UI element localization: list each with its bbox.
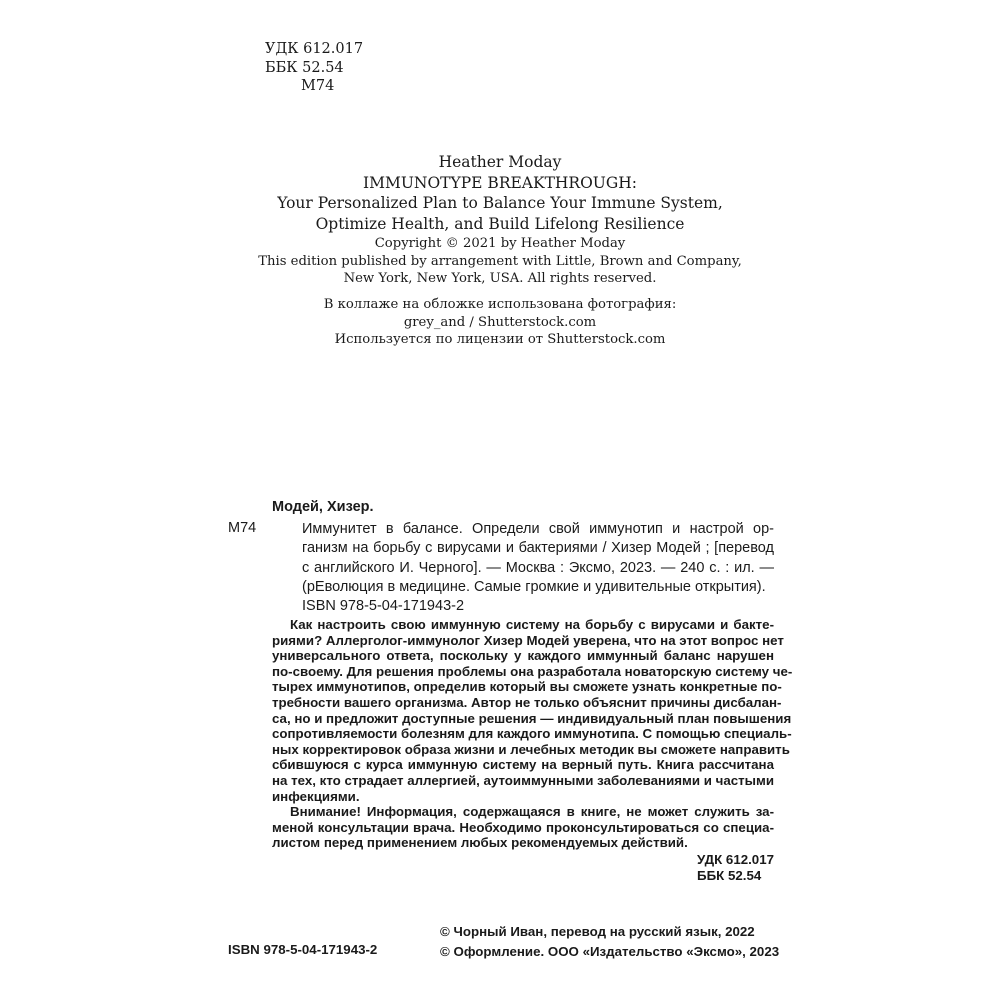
annotation-line: на тех, кто страдает аллергией, аутоиммунными заболеваниями и частыми: [272, 772, 774, 788]
annotation-line: по-своему. Для решения проблемы она разработала новаторскую систему че-: [272, 663, 793, 679]
author-mark: М74: [301, 78, 335, 94]
original-subtitle-line: Optimize Health, and Build Lifelong Resilience: [315, 214, 685, 233]
footer-copyright: [440, 922, 779, 961]
bibliographic-description: [302, 520, 774, 598]
footer-isbn: ISBN 978-5-04-171943-2: [228, 942, 378, 957]
warning-line: меной консультации врача. Необходимо проконсультироваться со специа-: [272, 819, 774, 835]
bibliographic-line: Иммунитет в балансе. Определи свой иммунотип и настрой ор-: [302, 521, 774, 537]
annotation-line: ных корректировок образа жизни и лечебных методик вы сможете направить: [272, 741, 790, 757]
bibliographic-line: (рЕволюция в медицине. Самые громкие и удивительные открытия).: [302, 579, 766, 596]
annotation-line: риями? Аллерголог-иммунолог Хизер Модей уверена, что на этот вопрос нет: [272, 632, 784, 648]
bibliographic-code: М74: [228, 520, 257, 536]
bibliographic-isbn: ISBN 978-5-04-171943-2: [302, 598, 465, 614]
bbk-code: ББК 52.54: [697, 868, 762, 883]
cover-photo-credit: [220, 296, 780, 349]
photo-credit-line: Используется по лицензии от Shutterstock.com: [334, 332, 666, 347]
annotation-line: инфекциями.: [272, 788, 360, 804]
copyright-line: Copyright © 2021 by Heather Moday: [374, 236, 626, 251]
udk-code: УДК 612.017: [265, 41, 364, 57]
annotation-line: Как настроить свою иммунную систему на борьбу с вирусами и бакте-: [290, 617, 774, 632]
bibliographic-author: Модей, Хизер.: [272, 499, 374, 515]
annotation-line: универсального ответа, поскольку у каждого иммунный баланс нарушен: [272, 648, 774, 664]
annotation-line: требности вашего организма. Автор не только объяснит причины дисбалан-: [272, 694, 782, 710]
bibliographic-line: с английского И. Черного]. — Москва : Эксмо, 2023. — 240 с. : ил. —: [302, 559, 774, 576]
copyright-line: New York, New York, USA. All rights reserved.: [343, 271, 657, 286]
original-author: Heather Moday: [438, 153, 562, 171]
classification-bottom: [697, 852, 774, 884]
translation-copyright: © Чорный Иван, перевод на русский язык, 2022: [440, 924, 755, 939]
original-copyright-block: [220, 235, 780, 288]
original-title-block: [220, 152, 780, 234]
classification-top: [265, 40, 363, 96]
annotation-line: са, но и предложит доступные решения — индивидуальный план повышения: [272, 710, 792, 726]
design-copyright: © Оформление. ООО «Издательство «Эксмо», 2023: [440, 943, 780, 959]
annotation-line: тырех иммунотипов, определив который вы сможете узнать конкретные по-: [272, 679, 782, 695]
bibliographic-line: ганизм на борьбу с вирусами и бактериями / Хизер Модей ; [перевод: [302, 540, 774, 557]
annotation-line: сбившуюся с курса иммунную систему на верный путь. Книга рассчитана: [272, 757, 774, 773]
bbk-code: ББК 52.54: [265, 59, 344, 76]
warning-line: Внимание! Информация, содержащаяся в книге, не может служить за-: [290, 804, 774, 820]
annotation-line: сопротивляемости болезням для каждого иммунотипа. С помощью специаль-: [272, 726, 792, 742]
photo-credit-line: grey_and / Shutterstock.com: [403, 314, 597, 330]
annotation: [272, 617, 793, 851]
udk-code: УДК 612.017: [697, 852, 774, 867]
warning-line: листом перед применением любых рекомендуемых действий.: [272, 835, 688, 851]
original-subtitle-line: Your Personalized Plan to Balance Your Immune System,: [277, 194, 723, 212]
original-title: IMMUNOTYPE BREAKTHROUGH:: [362, 173, 637, 192]
copyright-line: This edition published by arrangement with Little, Brown and Company,: [258, 253, 742, 269]
photo-credit-line: В коллаже на обложке использована фотография:: [323, 297, 677, 312]
